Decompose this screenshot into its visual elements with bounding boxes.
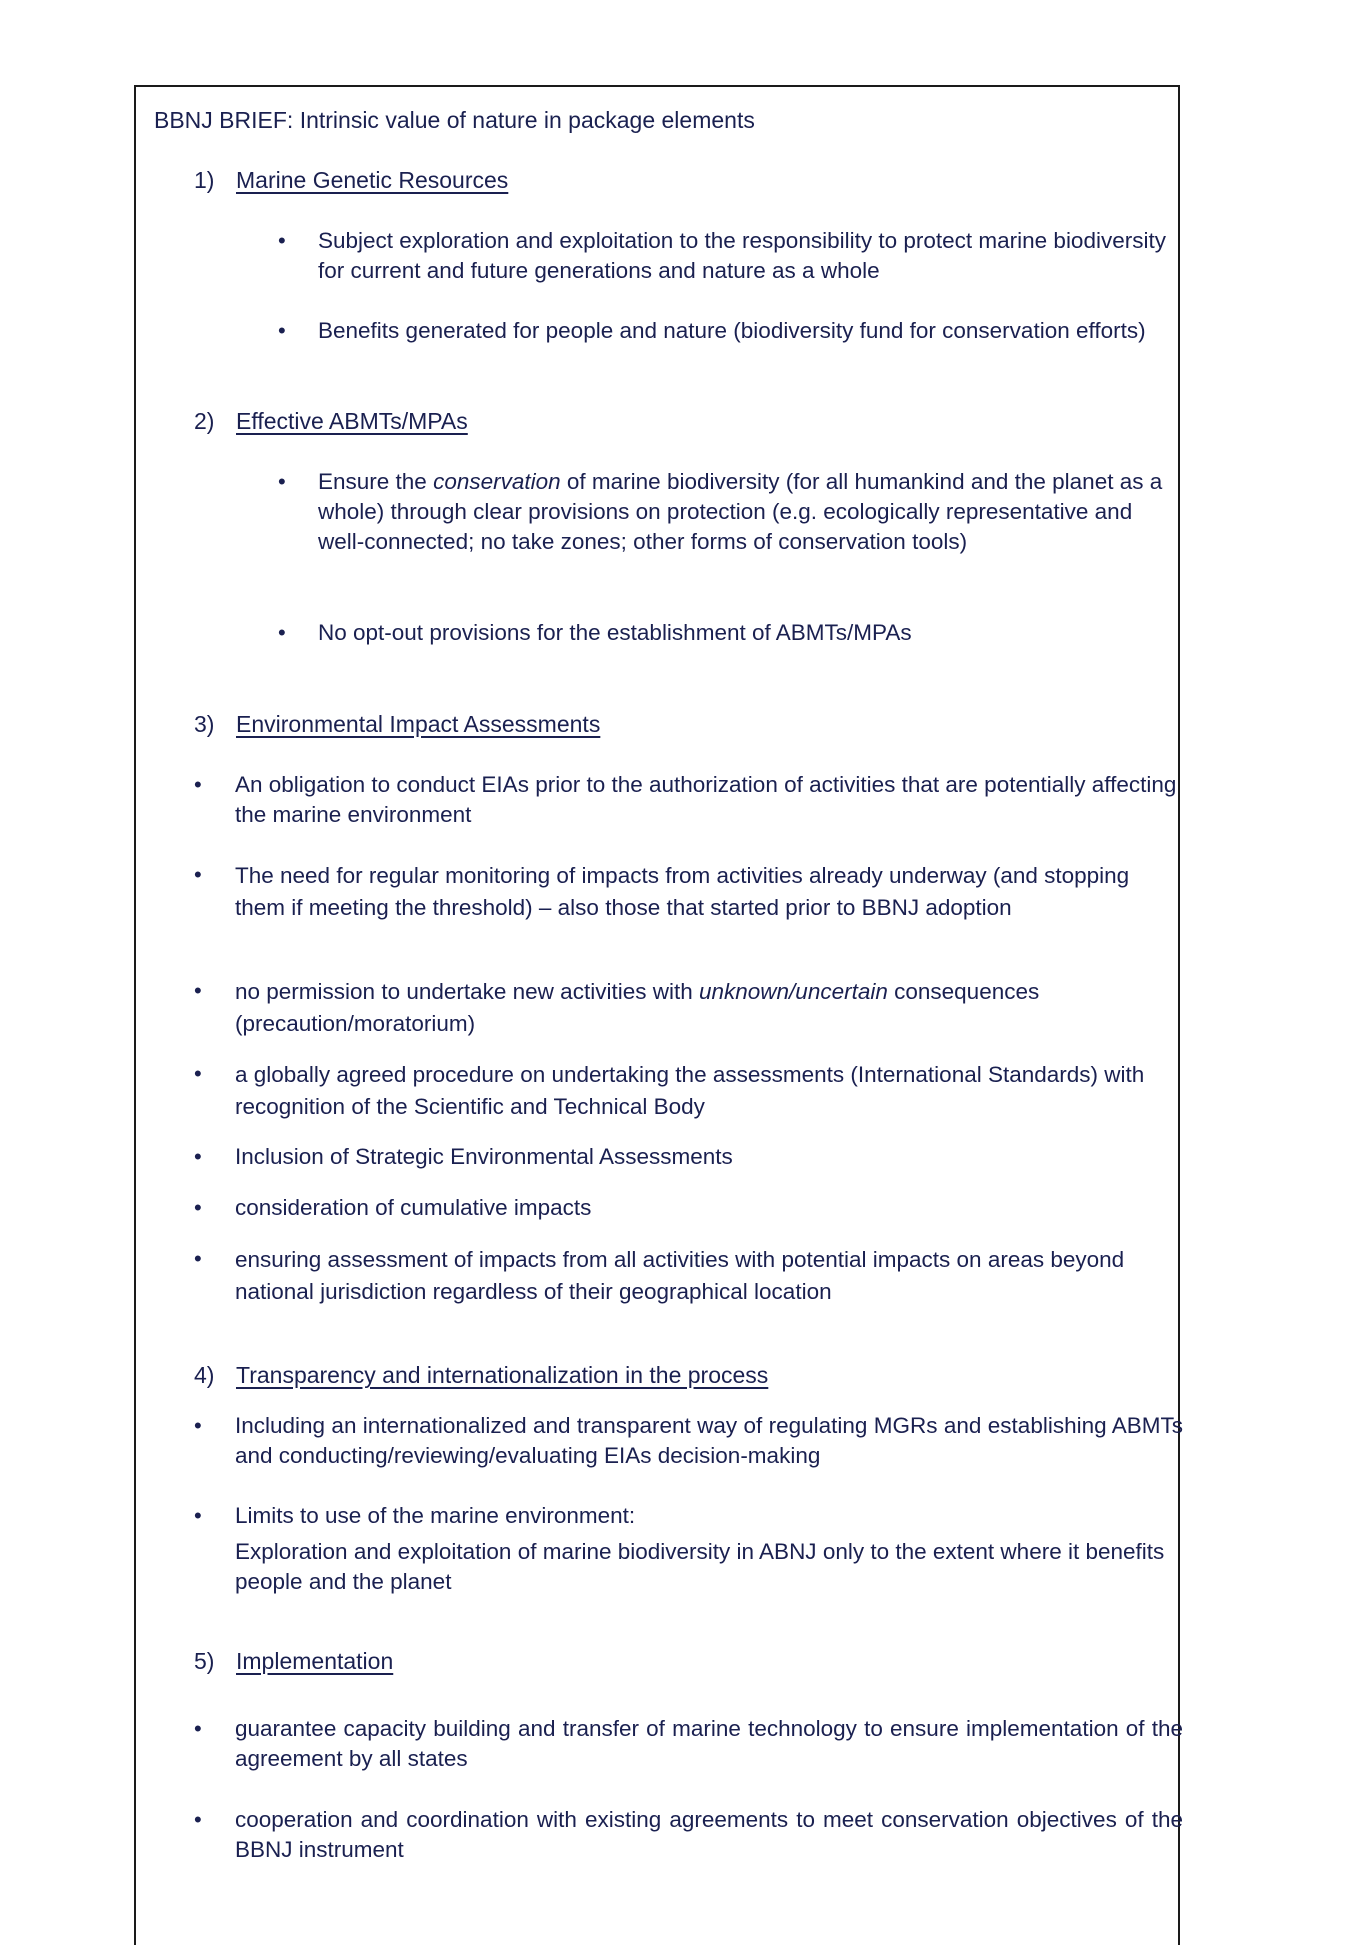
list-item-text: Benefits generated for people and nature (biodiversity fund for conservation efforts) <box>318 318 1146 343</box>
section-number: 3) <box>194 711 215 737</box>
list-item-text <box>235 1501 1183 1597</box>
bullet-icon: • <box>194 1061 202 1086</box>
list-item-text: Including an internationalized and transparent way of regulating MGRs and establishing ABMTs and conducting/reviewing/evaluating EIAs decision-making <box>235 1413 1183 1468</box>
bullet-icon: • <box>194 978 202 1003</box>
list-item-text: An obligation to conduct EIAs prior to the authorization of activities that are potentially affecting the marine environment <box>235 772 1177 827</box>
text-run: of marine biodiversity (for all humankind and the planet as a whole) through clear provisions on protection (e.g. ecologically representative and well-connected; no take zones; other forms of conservation tools) <box>318 469 1163 554</box>
list-item-text: a globally agreed procedure on undertaking the assessments (International Standards) with recognition of the Scientific and Technical Body <box>235 1062 1145 1119</box>
list-item-text: Subject exploration and exploitation to the responsibility to protect marine biodiversity for current and future generations and nature as a whole <box>318 228 1166 283</box>
section-title: Implementation <box>236 1648 394 1674</box>
section-heading-1 <box>194 165 508 195</box>
bullet-icon: • <box>194 862 202 887</box>
document-frame <box>134 85 1183 1945</box>
list-item-text: Inclusion of Strategic Environmental Assessments <box>235 1144 733 1169</box>
section-heading-5 <box>194 1646 393 1676</box>
bullet-icon: • <box>194 1503 202 1528</box>
document-title: BBNJ BRIEF: Intrinsic value of nature in package elements <box>154 107 755 133</box>
bullet-icon: • <box>278 469 286 494</box>
text-run: no permission to undertake new activities with <box>235 979 699 1004</box>
list-item-text: No opt-out provisions for the establishment of ABMTs/MPAs <box>318 620 912 645</box>
bullet-icon: • <box>278 228 286 253</box>
bullet-icon: • <box>194 1716 202 1741</box>
section-number: 5) <box>194 1648 215 1674</box>
list-item-text <box>318 467 1178 557</box>
text-run: Ensure the <box>318 469 434 494</box>
text-run: consequences (precaution/moratorium) <box>235 979 1040 1036</box>
section-title: Environmental Impact Assessments <box>236 711 601 737</box>
list-item-text <box>235 976 1183 1040</box>
text-line: Limits to use of the marine environment: <box>235 1503 636 1528</box>
bullet-icon: • <box>194 1246 202 1271</box>
section-title: Transparency and internationalization in the process <box>236 1362 769 1388</box>
list-item-text: consideration of cumulative impacts <box>235 1195 592 1220</box>
list-item-text: guarantee capacity building and transfer of marine technology to ensure implementation of the agreement by all states <box>235 1716 1183 1771</box>
bullet-icon: • <box>278 620 286 645</box>
section-heading-2 <box>194 406 468 436</box>
bullet-icon: • <box>194 1195 202 1220</box>
section-number: 1) <box>194 167 215 193</box>
section-title: Effective ABMTs/MPAs <box>236 408 468 434</box>
section-number: 4) <box>194 1362 215 1388</box>
emphasis: unknown/uncertain <box>698 979 888 1004</box>
list-item-text: ensuring assessment of impacts from all activities with potential impacts on areas beyond national jurisdiction regardless of their geographical location <box>235 1247 1125 1304</box>
bullet-icon: • <box>278 318 286 343</box>
emphasis: conservation <box>433 469 561 494</box>
section-heading-3 <box>194 709 600 739</box>
text-line: Exploration and exploitation of marine biodiversity in ABNJ only to the extent where it benefits people and the planet <box>235 1539 1165 1594</box>
bullet-icon: • <box>194 772 202 797</box>
section-title: Marine Genetic Resources <box>236 167 509 193</box>
bullet-icon: • <box>194 1413 202 1438</box>
list-item-text: The need for regular monitoring of impacts from activities already underway (and stopping them if meeting the threshold) – also those that started prior to BBNJ adoption <box>235 863 1130 920</box>
section-heading-4 <box>194 1360 768 1390</box>
section-number: 2) <box>194 408 215 434</box>
bullet-icon: • <box>194 1144 202 1169</box>
list-item-text: cooperation and coordination with existing agreements to meet conservation objectives of the BBNJ instrument <box>235 1807 1183 1862</box>
bullet-icon: • <box>194 1807 202 1832</box>
